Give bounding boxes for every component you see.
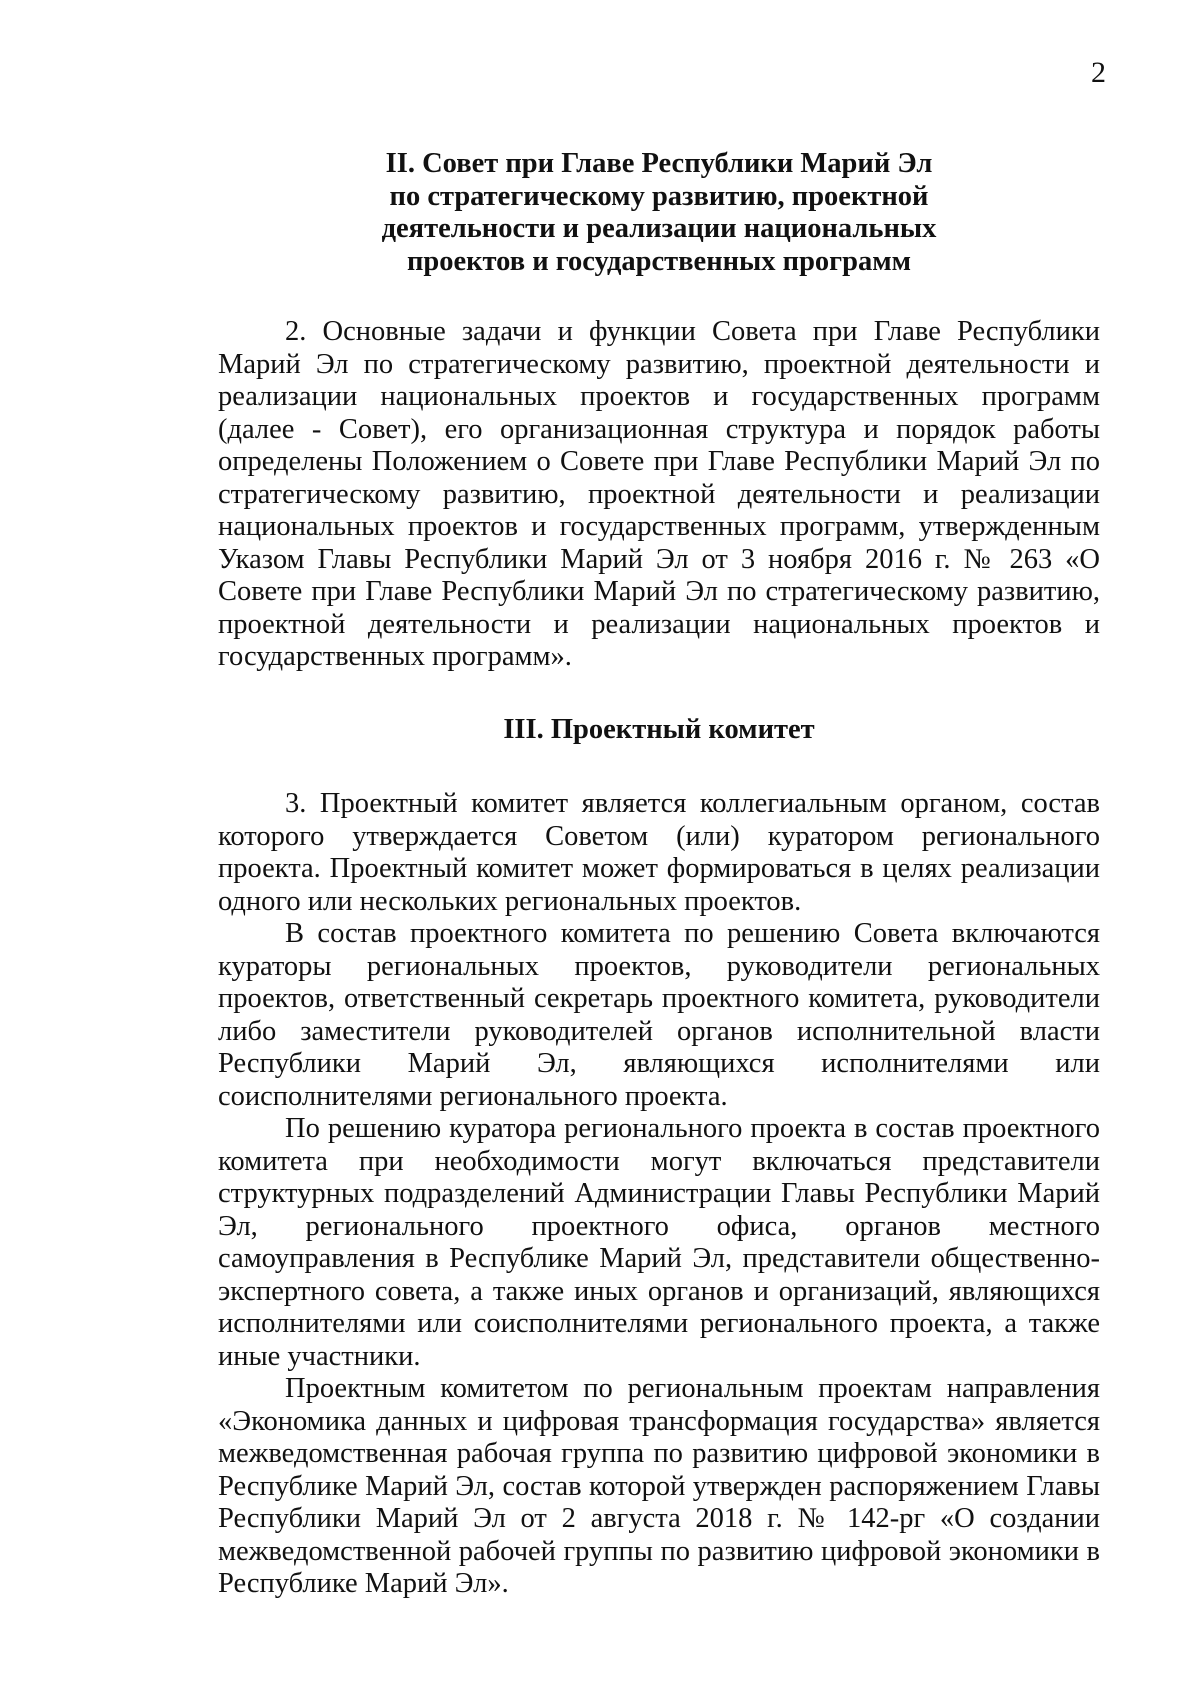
section-2-title-line: проектов и государственных программ [406, 245, 912, 277]
paragraph-3: 3. Проектный комитет является коллегиальным органом, состав которого утверждается Советом (или) куратором регионального проекта. Проектный комитет может формироваться в целях реализации одного или нескольких региональных проектов. [218, 788, 1100, 917]
section-3-title [218, 714, 1100, 747]
paragraph-committee-composition: В состав проектного комитета по решению Совета включаются кураторы региональных проектов, руководители региональных проектов, ответственный секретарь проектного комитета, руководители либо заместители руководителей органов исполнительной власти Республики Марий Эл, являющихся исполнителями или соисполнителями регионального проекта. [218, 918, 1100, 1112]
section-2-title-line: II. Совет при Главе Республики Марий Эл [385, 148, 933, 179]
section-2-title-line: деятельности и реализации национальных [381, 213, 937, 244]
section-2-title-line: по стратегическому развитию, проектной [389, 180, 929, 212]
page-number: 2 [1091, 56, 1106, 89]
section-3-title-line: III. Проектный комитет [503, 713, 815, 745]
paragraph-2: 2. Основные задачи и функции Совета при Главе Республики Марий Эл по стратегическому развитию, проектной деятельности и реализации национальных проектов и государственных программ (далее - Совет), его организационная структура и порядок работы определены Положением о Совете при Главе Республики Марий Эл по стратегическому развитию, проектной деятельности и реализации национальных проектов и государственных программ, утвержденным Указом Главы Республики Марий Эл от 3 ноября 2016 г. № 263 «О Совете при Главе Республики Марий Эл по стратегическому развитию, проектной деятельности и реализации национальных проектов и государственных программ». [218, 316, 1100, 672]
paragraph-curator-decision: По решению куратора регионального проекта в состав проектного комитета при необходимости могут включаться представители структурных подразделений Администрации Главы Республики Марий Эл, регионального проектного офиса, органов местного самоуправления в Республике Марий Эл, представители общественно-экспертного совета, а также иных органов и организаций, являющихся исполнителями или соисполнителями регионального проекта, а также иные участники. [218, 1113, 1100, 1372]
section-2-title [218, 148, 1100, 278]
paragraph-digital-economy-committee: Проектным комитетом по региональным проектам направления «Экономика данных и цифровая трансформация государства» является межведомственная рабочая группа по развитию цифровой экономики в Республике Марий Эл, состав которой утвержден распоряжением Главы Республики Марий Эл от 2 августа 2018 г. № 142-рг «О создании межведомственной рабочей группы по развитию цифровой экономики в Республике Марий Эл». [218, 1373, 1100, 1599]
document-body [218, 148, 1100, 1601]
